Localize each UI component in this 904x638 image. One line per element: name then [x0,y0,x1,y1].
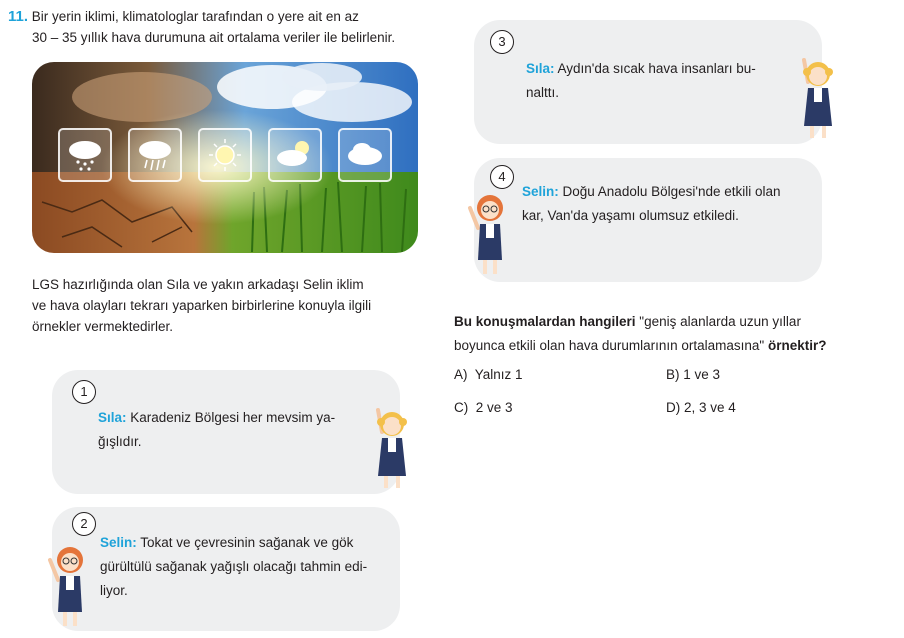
intro-paragraph [32,274,420,337]
rain-cloud-icon [130,130,180,180]
speaker-label: Selin: [522,184,559,199]
bubble-number-2: 2 [72,512,96,536]
climate-photo [32,62,418,253]
sun-icon [200,130,250,180]
girl-sila-avatar [372,402,412,494]
cloud-icon [340,130,390,180]
speech-line: Doğu Anadolu Bölgesi'nde etkili olan [558,184,781,199]
speech-line: Karadeniz Bölgesi her mevsim ya- [126,410,336,425]
option-text: Yalnız 1 [474,367,523,382]
speaker-label: Selin: [100,535,137,550]
option-text: 1 ve 3 [683,367,721,382]
speech-line: nalttı. [526,85,560,100]
weather-box-snow [58,128,112,182]
option-b[interactable] [666,367,720,382]
stem-line-1: Bir yerin iklimi, klimatologlar tarafından o yere ait en az [31,9,359,24]
bubble-number-3: 3 [490,30,514,54]
speech-line: ğışlıdır. [98,434,142,449]
option-a[interactable] [454,367,523,382]
intro-line-3: örnekler vermektedirler. [32,319,174,334]
speaker-label: Sıla: [98,410,127,425]
option-text: 2, 3 ve 4 [684,400,736,415]
question-stem [8,6,420,48]
intro-line-2: ve hava olayları tekrarı yaparken birbirlerine konuyla ilgili [32,298,372,313]
prompt-bold-end: örnektir? [764,338,827,353]
snow-cloud-icon [60,130,110,180]
speaker-label: Sıla: [526,61,555,76]
stem-line-2: 30 – 35 yıllık hava durumuna ait ortalama veriler ile belirlenir. [32,30,396,45]
speech-line: Aydın'da sıcak hava insanları bu- [554,61,756,76]
speech-line: kar, Van'da yaşamı olumsuz etkiledi. [522,208,739,223]
question-prompt [454,310,846,358]
weather-box-sun [198,128,252,182]
girl-selin-avatar [466,188,510,282]
speech-line: liyor. [100,583,128,598]
option-c[interactable] [454,400,513,415]
weather-box-sun-cloud [268,128,322,182]
prompt-middle-2: boyunca etkili olan hava durumlarının ortalamasına" [454,338,765,353]
girl-selin-avatar [46,540,90,634]
bubble-text-4 [522,180,818,228]
sun-cloud-icon [270,130,320,180]
option-letter: A) [454,367,468,382]
weather-box-cloud [338,128,392,182]
option-text: 2 ve 3 [475,400,513,415]
question-number: 11. [8,8,29,25]
speech-line: gürültülü sağanak yağışlı olacağı tahmin edi- [100,559,368,574]
girl-sila-avatar [798,52,838,144]
speech-line: Tokat ve çevresinin sağanak ve gök [136,535,354,550]
option-letter: C) [454,400,469,415]
option-d[interactable] [666,400,736,415]
bubble-text-3 [526,57,796,105]
prompt-middle-1: "geniş alanlarda uzun yıllar [635,314,801,329]
weather-box-rain [128,128,182,182]
option-letter: D) [666,400,681,415]
bubble-number-4: 4 [490,165,514,189]
prompt-bold-start: Bu konuşmalardan hangileri [454,314,636,329]
intro-line-1: LGS hazırlığında olan Sıla ve yakın arkadaşı Selin iklim [32,277,364,292]
option-letter: B) [666,367,680,382]
bubble-text-1 [98,406,368,454]
bubble-number-1: 1 [72,380,96,404]
bubble-text-2 [100,531,394,603]
